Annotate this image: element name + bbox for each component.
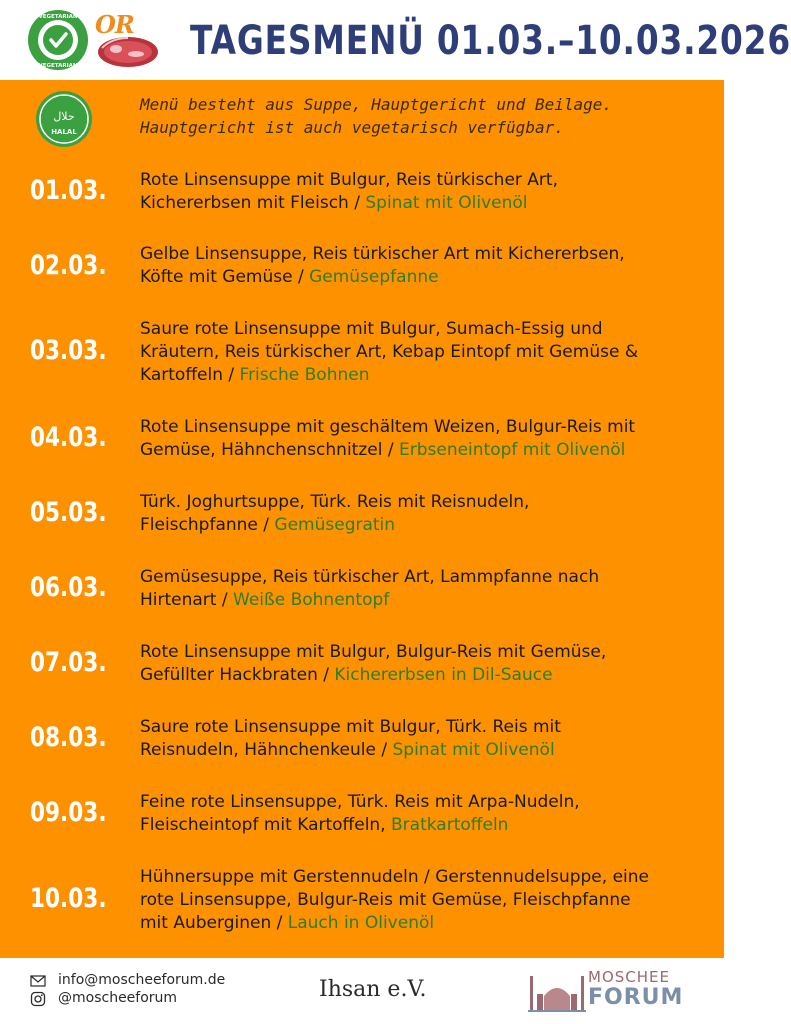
vegetarian-option: Spinat mit Olivenöl <box>365 193 528 213</box>
dish-line: Reisnudeln, Hähnchenkeule / <box>140 740 393 760</box>
vegetarian-option: Lauch in Olivenöl <box>287 913 435 933</box>
menu-date: 04.03. <box>30 422 107 453</box>
org-logo-text: Ihsan e.V. <box>319 977 427 1002</box>
menu-dishes <box>140 243 710 289</box>
mail-icon <box>30 973 46 989</box>
email-link[interactable]: info@moscheeforum.de <box>58 972 226 988</box>
mosque-forum-logo-icon <box>528 968 586 1012</box>
dish-line: Gemüse, Hähnchenschnitzel / <box>140 440 399 460</box>
menu-dishes <box>140 716 710 762</box>
page-header <box>0 0 791 80</box>
dish-line: Kichererbsen mit Fleisch / <box>140 193 366 213</box>
menu-dishes <box>140 566 710 612</box>
menu-dishes <box>140 416 710 462</box>
page-title: TAGESMENÜ 01.03.–10.03.2026 <box>190 18 791 64</box>
menu-date: 10.03. <box>30 883 107 914</box>
vegetarian-option: Spinat mit Olivenöl <box>392 740 555 760</box>
menu-dishes <box>140 318 710 387</box>
menu-intro <box>140 93 612 139</box>
menu-date: 08.03. <box>30 722 107 753</box>
vegetarian-badge-icon <box>27 9 89 71</box>
menu-dishes <box>140 491 710 537</box>
dish-line: Feine rote Linsensuppe, Türk. Reis mit Arpa-Nudeln, <box>140 792 580 812</box>
dish-line: Rote Linsensuppe mit Bulgur, Reis türkischer Art, <box>140 170 558 190</box>
menu-date: 09.03. <box>30 797 107 828</box>
dish-line: mit Auberginen / <box>140 913 288 933</box>
or-label: OR <box>95 10 134 39</box>
dish-line: Saure rote Linsensuppe mit Bulgur, Türk. Reis mit <box>140 717 561 737</box>
menu-date: 06.03. <box>30 572 107 603</box>
meat-steak-icon <box>96 34 160 70</box>
instagram-icon <box>30 991 46 1007</box>
vegetarian-option: Gemüsegratin <box>274 515 396 535</box>
dish-line: Kartoffeln / <box>140 365 240 385</box>
veg-badge-bottom-text: VEGETARIAN <box>38 63 78 69</box>
intro-line-2: Hauptgericht ist auch vegetarisch verfügbar. <box>140 118 564 137</box>
dish-line: Fleischeintopf mit Kartoffeln, <box>140 815 392 835</box>
dish-line: Saure rote Linsensuppe mit Bulgur, Sumach-Essig und <box>140 319 603 339</box>
menu-dishes <box>140 169 710 215</box>
vegetarian-option: Erbseneintopf mit Olivenöl <box>398 440 626 460</box>
menu-dishes <box>140 866 710 935</box>
halal-label: HALAL <box>51 128 77 136</box>
forum-logo-line-1: MOSCHEE <box>588 968 670 986</box>
dish-line: Gefüllter Hackbraten / <box>140 665 335 685</box>
halal-badge-icon <box>35 90 93 148</box>
menu-dishes <box>140 641 710 687</box>
dish-line: Gemüsesuppe, Reis türkischer Art, Lammpfanne nach <box>140 567 600 587</box>
menu-date: 07.03. <box>30 647 107 678</box>
menu-date: 01.03. <box>30 175 107 206</box>
menu-date: 05.03. <box>30 497 107 528</box>
menu-date: 03.03. <box>30 335 107 366</box>
menu-dishes <box>140 791 710 837</box>
dish-line: Hühnersuppe mit Gerstennudeln / Gerstennudelsuppe, eine <box>140 867 649 887</box>
veg-badge-top-text: VEGETARIAN <box>38 14 78 20</box>
dish-line: Fleischpfanne / <box>140 515 275 535</box>
intro-line-1: Menü besteht aus Suppe, Hauptgericht und Beilage. <box>140 95 613 114</box>
dish-line: Hirtenart / <box>140 590 234 610</box>
vegetarian-option: Gemüsepfanne <box>309 267 439 287</box>
dish-line: Türk. Joghurtsuppe, Türk. Reis mit Reisnudeln, <box>140 492 530 512</box>
vegetarian-option: Weiße Bohnentopf <box>233 590 390 610</box>
vegetarian-option: Kichererbsen in Dil-Sauce <box>334 665 553 685</box>
dish-line: Rote Linsensuppe mit geschältem Weizen, Bulgur-Reis mit <box>140 417 636 437</box>
vegetarian-option: Frische Bohnen <box>239 365 370 385</box>
dish-line: Gelbe Linsensuppe, Reis türkischer Art mit Kichererbsen, <box>140 244 625 264</box>
forum-logo-line-2: FORUM <box>588 985 684 1010</box>
dish-line: Köfte mit Gemüse / <box>140 267 310 287</box>
menu-date: 02.03. <box>30 250 107 281</box>
halal-arabic-text: حلال <box>53 110 75 123</box>
vegetarian-option: Bratkartoffeln <box>391 815 509 835</box>
dish-line: rote Linsensuppe, Bulgur-Reis mit Gemüse, Fleischpfanne <box>140 890 631 910</box>
instagram-link[interactable]: @moscheeforum <box>58 990 178 1006</box>
dish-line: Rote Linsensuppe mit Bulgur, Bulgur-Reis mit Gemüse, <box>140 642 607 662</box>
dish-line: Kräutern, Reis türkischer Art, Kebap Eintopf mit Gemüse & <box>140 342 639 362</box>
